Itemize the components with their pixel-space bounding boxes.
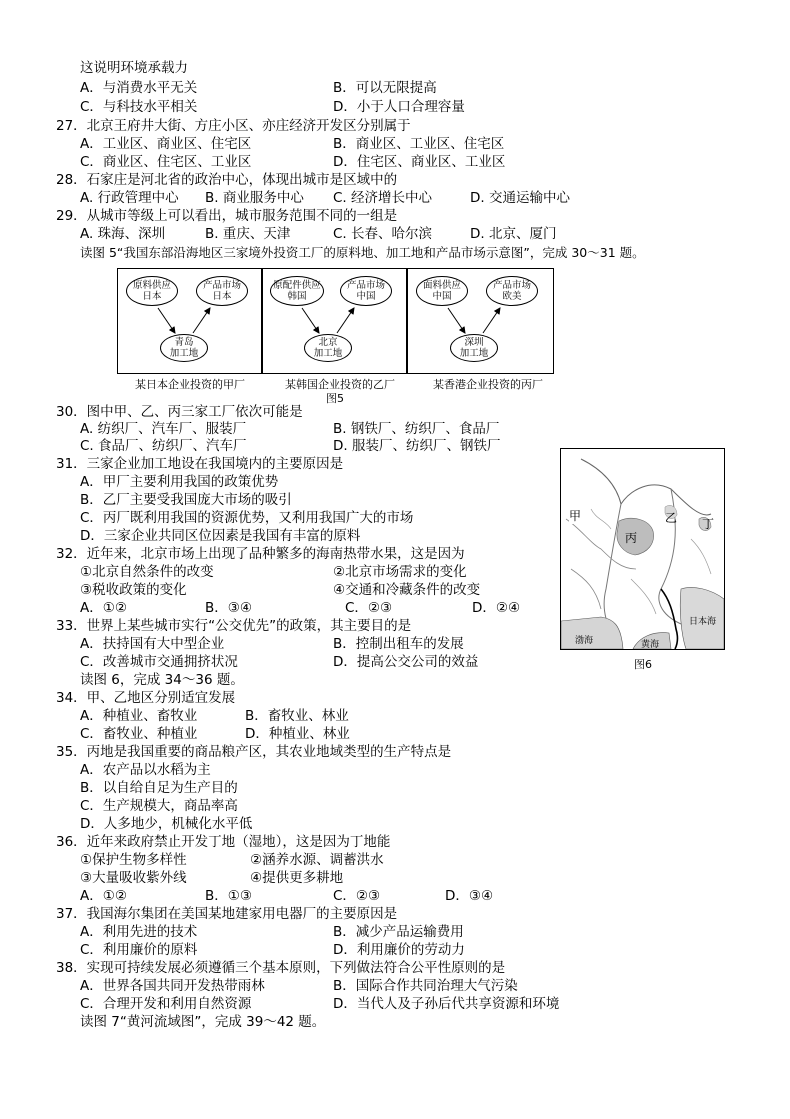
- option-d: D．利用廉价的劳动力: [333, 942, 465, 958]
- option-d: D．当代人及子孙后代共享资源和环境: [333, 996, 560, 1012]
- market-node: 产品市场 中国: [340, 276, 392, 306]
- option-c: C．改善城市交通拥挤状况: [80, 654, 238, 670]
- option-d: D．三家企业共同区位因素是我国有丰富的原料: [80, 528, 361, 544]
- option-d: D．③④: [445, 888, 494, 904]
- option-b: B．减少产品运输费用: [333, 924, 464, 940]
- processing-node: 深圳 加工地: [450, 334, 498, 362]
- option-a: A．与消费水平无关: [80, 80, 198, 96]
- option-c: C．与科技水平相关: [80, 99, 198, 115]
- option-b: B．国际合作共同治理大气污染: [333, 978, 518, 994]
- option-c: C．利用廉价的原料: [80, 942, 198, 958]
- option-a: A．①②: [80, 888, 127, 904]
- question-36: 36．近年来政府禁止开发丁地（湿地），这是因为丁地能: [56, 834, 391, 850]
- option-d: D．人多地少，机械化水平低: [80, 816, 253, 832]
- label-yi: 乙: [665, 511, 678, 525]
- caption-jia: 某日本企业投资的甲厂: [135, 378, 245, 391]
- statement: ②北京市场需求的变化: [333, 564, 467, 580]
- option-a: A．农产品以水稻为主: [80, 762, 211, 778]
- option-c: C. 长春、哈尔滨: [333, 226, 433, 242]
- option-d: D．种植业、林业: [245, 726, 350, 742]
- option-c: C．合理开发和利用自然资源: [80, 996, 252, 1012]
- figure5-intro: 读图 5“我国东部沿海地区三家境外投资工厂的原料地、加工地和产品市场示意图”，完成 30～31 题。: [80, 245, 645, 260]
- market-node: 产品市场 日本: [196, 276, 248, 306]
- option-b: B．畜牧业、林业: [245, 708, 349, 724]
- option-c: C．商业区、住宅区、工业区: [80, 154, 252, 170]
- question-31: 31．三家企业加工地设在我国境内的主要原因是: [56, 456, 344, 472]
- question-38: 38．实现可持续发展必须遵循三个基本原则，下列做法符合公平性原则的是: [56, 960, 506, 976]
- text-line: 这说明环境承载力: [80, 60, 188, 76]
- statement: ④交通和冷藏条件的改变: [333, 582, 481, 598]
- label-bing: 丙: [625, 531, 638, 545]
- option-a: A．工业区、商业区、住宅区: [80, 136, 252, 152]
- option-a: A．扶持国有大中型企业: [80, 636, 225, 652]
- option-d: D. 服装厂、纺织厂、钢铁厂: [333, 438, 501, 454]
- question-27: 27．北京王府井大街、方庄小区、亦庄经济开发区分别属于: [56, 118, 411, 134]
- option-b: B．乙厂主要受我国庞大市场的吸引: [80, 492, 292, 508]
- figure6-intro: 读图 6，完成 34～36 题。: [80, 672, 244, 688]
- source-node: 原配件供应 韩国: [270, 276, 324, 306]
- option-c: C．畜牧业、种植业: [80, 726, 198, 742]
- option-b: B．①③: [205, 888, 252, 904]
- option-b: B. 重庆、天津: [205, 226, 291, 242]
- label-bohai: 渤海: [575, 636, 594, 646]
- option-b: B．商业区、工业区、住宅区: [333, 136, 505, 152]
- question-37: 37．我国海尔集团在美国某地建家用电器厂的主要原因是: [56, 906, 398, 922]
- question-35: 35．丙地是我国重要的商品粮产区，其农业地域类型的生产特点是: [56, 744, 452, 760]
- option-c: C．丙厂既利用我国的资源优势，又利用我国广大的市场: [80, 510, 414, 526]
- option-b: B．可以无限提高: [333, 80, 437, 96]
- processing-node: 青岛 加工地: [160, 334, 208, 362]
- option-d: D. 北京、厦门: [470, 226, 557, 242]
- option-d: D．提高公交公司的效益: [333, 654, 479, 670]
- statement: ④提供更多耕地: [250, 870, 344, 886]
- question-28: 28．石家庄是河北省的政治中心，体现出城市是区域中的: [56, 172, 398, 188]
- option-a: A．甲厂主要利用我国的政策优势: [80, 474, 279, 490]
- statement: ①保护生物多样性: [80, 852, 187, 868]
- question-32: 32．近年来，北京市场上出现了品种繁多的海南热带水果，这是因为: [56, 546, 465, 562]
- option-a: A. 行政管理中心: [80, 190, 179, 206]
- option-b: B. 商业服务中心: [205, 190, 304, 206]
- option-a: A．种植业、畜牧业: [80, 708, 198, 724]
- label-huanghai: 黄海: [641, 640, 660, 650]
- option-b: B．③④: [205, 600, 252, 616]
- source-node: 面料供应 中国: [416, 276, 468, 306]
- option-a: A. 纺织厂、汽车厂、服装厂: [80, 421, 247, 437]
- option-c: C．②③: [333, 888, 381, 904]
- statement: ③税收政策的变化: [80, 582, 187, 598]
- processing-node: 北京 加工地: [304, 334, 352, 362]
- statement: ②涵养水源、调蓄洪水: [250, 852, 384, 868]
- statement: ③大量吸收紫外线: [80, 870, 187, 886]
- option-b: B．以自给自足为生产目的: [80, 780, 238, 796]
- statement: ①北京自然条件的改变: [80, 564, 214, 580]
- figure-6-map: [560, 448, 725, 650]
- label-ding: 丁: [702, 517, 715, 531]
- option-b: B. 钢铁厂、纺织厂、食品厂: [333, 421, 500, 437]
- option-a: A．世界各国共同开发热带雨林: [80, 978, 265, 994]
- figure7-intro: 读图 7“黄河流域图”，完成 39～42 题。: [80, 1014, 326, 1030]
- option-a: A．①②: [80, 600, 127, 616]
- option-c: C．②③: [345, 600, 393, 616]
- figure6-label: 图6: [634, 658, 652, 671]
- label-jia: 甲: [569, 509, 582, 523]
- question-29: 29．从城市等级上可以看出，城市服务范围不同的一组是: [56, 208, 398, 224]
- source-node: 原料供应 日本: [126, 276, 178, 306]
- option-d: D．小于人口合理容量: [333, 99, 465, 115]
- option-d: D. 交通运输中心: [470, 190, 570, 206]
- option-b: B．控制出租车的发展: [333, 636, 464, 652]
- question-34: 34．甲、乙地区分别适宜发展: [56, 690, 236, 706]
- option-c: C. 经济增长中心: [333, 190, 433, 206]
- caption-yi: 某韩国企业投资的乙厂: [285, 378, 395, 391]
- caption-bing: 某香港企业投资的丙厂: [433, 378, 543, 391]
- option-d: D．住宅区、商业区、工业区: [333, 154, 506, 170]
- question-30: 30．图中甲、乙、丙三家工厂依次可能是: [56, 404, 303, 420]
- option-a: A．利用先进的技术: [80, 924, 198, 940]
- question-33: 33．世界上某些城市实行“公交优先”的政策，其主要目的是: [56, 618, 412, 634]
- label-sea-of-japan: 日本海: [689, 617, 717, 627]
- option-c: C．生产规模大，商品率高: [80, 798, 238, 814]
- figure-label: 图5: [326, 392, 344, 405]
- option-d: D．②④: [472, 600, 521, 616]
- option-a: A. 珠海、深圳: [80, 226, 166, 242]
- option-c: C. 食品厂、纺织厂、汽车厂: [80, 438, 247, 454]
- market-node: 产品市场 欧美: [486, 276, 538, 306]
